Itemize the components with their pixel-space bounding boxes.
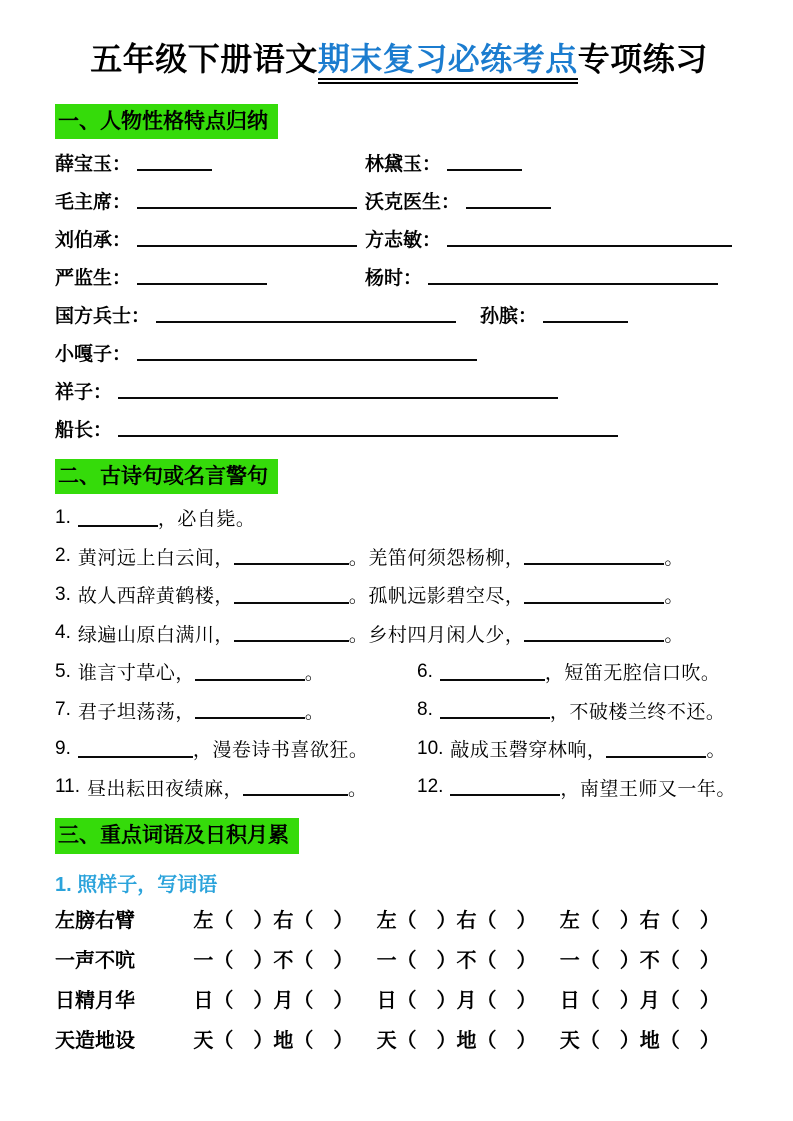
answer-blank [118,381,558,399]
answer-blank [524,586,664,604]
poem-text: 。 [664,624,684,646]
poem-text: 敲成玉磬穿林响， [450,740,607,762]
answer-blank [524,547,664,565]
character-row [55,181,743,219]
word-pattern: 左（ ）右（ ） [193,910,354,933]
word-row [55,899,743,939]
poem-text: 黄河远上白云间， [77,547,234,569]
character-entry [365,187,551,214]
section-3 [55,812,743,1058]
answer-blank [466,191,551,209]
poem-text: 故人西辞黄鹤楼， [77,586,234,608]
poem-text: 。孤帆远影碧空尽， [348,586,525,608]
poem-item-2 [55,537,743,576]
item-number: 4. [55,622,71,644]
poem-text: 。 [304,663,325,685]
character-label: 方志敏： [365,229,442,251]
poem-item-7 [55,697,417,724]
answer-blank [606,740,706,758]
poem-row-11-12 [55,768,743,807]
item-number: 12. [417,776,444,798]
word-pattern: 一（ ）不（ ） [559,950,720,973]
answer-blank [78,740,193,758]
answer-blank [543,305,628,323]
poem-text: 。羌笛何须怨杨柳， [348,547,525,569]
poem-text: ，短笛无腔信口吹。 [544,663,721,685]
poem-item-5 [55,658,417,685]
answer-blank [234,547,349,565]
character-row [55,409,743,447]
subsection-heading: 1. 照样子，写词语 [55,873,218,896]
answer-blank [447,153,522,171]
poem-item-1 [55,498,743,537]
page-title [55,34,743,80]
poem-item-3 [55,575,743,614]
word-pattern: 天（ ）地（ ） [559,1030,720,1053]
poem-text: 君子坦荡荡， [77,701,195,723]
word-row [55,939,743,979]
character-label: 国方兵士： [55,305,151,327]
poem-text: ，南望王师又一年。 [560,778,736,800]
character-label: 小嘎子： [55,343,132,365]
answer-blank [137,343,477,361]
poem-item-8 [417,697,725,724]
poem-item-12 [417,774,736,801]
word-pattern: 左（ ）右（ ） [559,910,720,933]
character-row [55,333,743,371]
word-pattern: 日（ ）月（ ） [559,990,720,1013]
character-entry [55,263,365,290]
poem-text: ，不破楼兰终不还。 [549,701,726,723]
character-entry [55,415,618,442]
character-entry [480,301,628,328]
character-row [55,371,743,409]
answer-blank [524,624,664,642]
answer-blank [440,701,550,719]
answer-blank [447,229,732,247]
character-row [55,257,743,295]
item-number: 7. [55,699,71,721]
poem-row-7-8 [55,691,743,730]
item-number: 5. [55,660,71,682]
answer-blank [78,509,158,527]
item-number: 8. [417,699,433,721]
poem-text: 。 [304,701,325,723]
character-entry [55,187,365,214]
character-label: 林黛玉： [365,153,442,175]
answer-blank [243,778,348,796]
example-word: 日精月华 [55,990,135,1013]
answer-blank [428,267,718,285]
answer-blank [118,419,618,437]
poem-row-5-6 [55,652,743,691]
poem-item-11 [55,774,417,801]
word-pattern: 左（ ）右（ ） [376,910,537,933]
character-entry [365,263,718,290]
answer-blank [137,153,212,171]
poem-text: 谁言寸草心， [77,663,195,685]
word-pattern: 一（ ）不（ ） [376,950,537,973]
item-number: 3. [55,583,71,605]
item-number: 6. [417,660,433,682]
example-word: 一声不吭 [55,950,135,973]
page-title-highlight: 期末复习必练考点 [318,41,578,84]
word-pattern: 日（ ）月（ ） [376,990,537,1013]
page-title-prefix: 五年级下册语文 [90,41,318,77]
item-number: 10. [417,737,444,759]
character-row [55,143,743,181]
word-pattern: 日（ ）月（ ） [193,990,354,1013]
character-label: 孙膑： [480,305,538,327]
poem-text: 。 [348,778,368,800]
poem-text: 。乡村四月闲人少， [348,624,525,646]
page-title-suffix: 专项练习 [577,41,708,77]
example-word: 左膀右臂 [55,910,135,933]
poem-text: 绿遍山原白满川， [77,624,234,646]
character-entry [55,301,480,328]
character-entry [55,149,365,176]
poem-text: 。 [664,547,684,569]
poem-item-4 [55,614,743,653]
item-number: 9. [55,737,71,759]
item-number: 2. [55,545,71,567]
answer-blank [195,663,305,681]
character-label: 薛宝玉： [55,153,132,175]
poem-text: 昼出耘田夜绩麻， [87,778,244,800]
answer-blank [195,701,305,719]
section-1-heading: 一、人物性格特点归纳 [55,104,278,139]
character-entry [365,149,522,176]
poem-item-9 [55,735,417,762]
character-label: 严监生： [55,267,132,289]
section-2-heading: 二、古诗句或名言警句 [55,459,278,494]
section-2 [55,453,743,806]
word-pattern: 天（ ）地（ ） [376,1030,537,1053]
poem-item-10 [417,735,726,762]
character-entry [55,225,365,252]
character-label: 毛主席： [55,191,132,213]
character-label: 沃克医生： [365,191,461,213]
character-label: 船长： [55,419,113,441]
poem-text: ，必自毙。 [157,509,256,531]
poem-text: 。 [664,586,684,608]
character-entry [365,225,732,252]
section-3-heading: 三、重点词语及日积月累 [55,818,299,853]
answer-blank [137,191,357,209]
poem-item-6 [417,658,720,685]
character-label: 刘伯承： [55,229,132,251]
character-row [55,295,743,333]
word-row [55,979,743,1019]
word-pattern: 一（ ）不（ ） [193,950,354,973]
answer-blank [137,267,267,285]
item-number: 11. [55,776,81,798]
word-pattern: 天（ ）地（ ） [193,1030,354,1053]
word-row [55,1019,743,1059]
example-word: 天造地设 [55,1030,135,1053]
answer-blank [137,229,357,247]
character-entry [55,377,558,404]
character-entry [55,339,477,366]
character-label: 祥子： [55,381,113,403]
character-row [55,219,743,257]
answer-blank [234,624,349,642]
answer-blank [234,586,349,604]
section-1 [55,98,743,447]
answer-blank [450,778,560,796]
answer-blank [440,663,545,681]
item-number: 1. [55,506,71,528]
character-label: 杨时： [365,267,423,289]
poem-text: 。 [706,740,726,762]
poem-row-9-10 [55,729,743,768]
answer-blank [156,305,456,323]
poem-text: ，漫卷诗书喜欲狂。 [192,740,369,762]
